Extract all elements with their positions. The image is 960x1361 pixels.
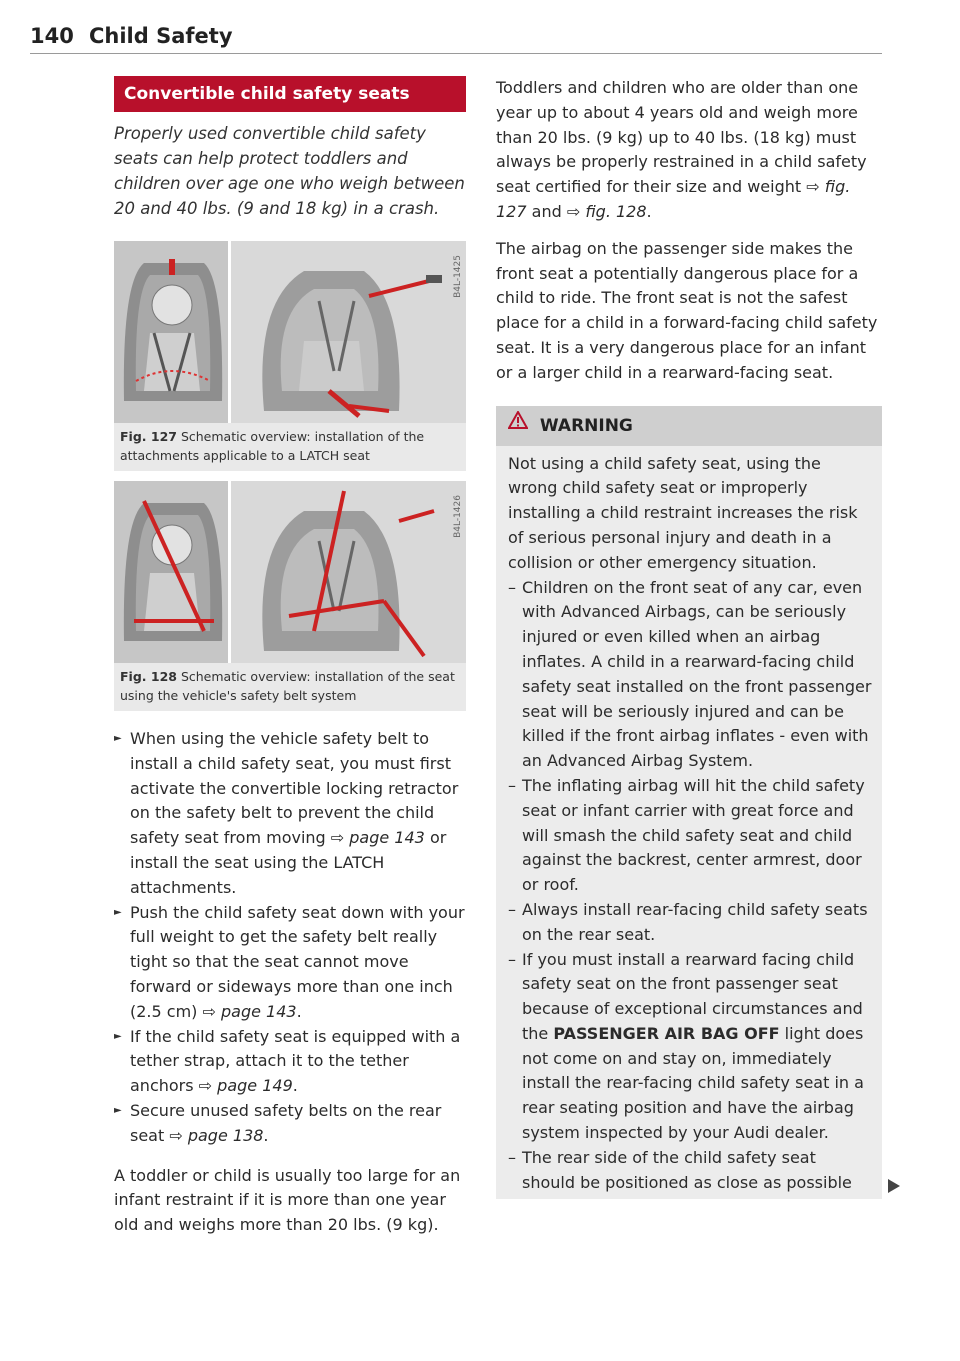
page-reference-link[interactable]: ⇨ page 138	[169, 1125, 264, 1145]
intro-text: Properly used convertible child safety seats can help protect toddlers and children over age one who weigh between 20 and 40 lbs. (9 and 18 kg) in a crash.	[114, 124, 465, 218]
list-item: ► Push the child safety seat down with your full weight to get the safety belt really tight so that the seat cannot move forward or sideways more than one inch (2.5 cm) ⇨ page 143.	[114, 901, 466, 1025]
figure-code: B4L-1425	[453, 255, 463, 298]
page-header	[30, 24, 882, 54]
warning-body	[496, 446, 882, 1200]
list-item: – If you must install a rearward facing child safety seat on the front passenger seat because of exceptional circumstances and the PASSENGER AIR BAG OFF light does not come on and stay on, immediately install the rear-facing child safety seat in a rear seating position and have the airbag system inspected by your Audi dealer.	[508, 948, 872, 1146]
list-item: ► When using the vehicle safety belt to install a child safety seat, you must first activate the convertible locking retractor on the safety belt to prevent the child safety seat from moving ⇨ page 143 or install the seat using the LATCH attachments.	[114, 727, 466, 901]
warning-triangle-icon	[508, 404, 528, 444]
warning-intro: Not using a child safety seat, using the wrong child safety seat or improperly installing a child restraint increases the risk of serious personal injury and death in a collision or other emergency situation.	[508, 453, 858, 572]
caption-text: Schematic overview: installation of the seat using the vehicle's safety belt system	[120, 669, 455, 703]
figure-reference-link[interactable]: ⇨ fig. 128	[566, 201, 647, 221]
section-heading: Convertible child safety seats	[114, 76, 466, 112]
figure-code: B4L-1426	[453, 495, 463, 538]
paragraph: Toddlers and children who are older than one year up to about 4 years old and weigh more than 20 lbs. (9 kg) up to 40 lbs. (18 kg) must always be properly restrained in a child safety seat certified for their size and weight ⇨ fig. 127 and ⇨ fig. 128.	[496, 78, 867, 221]
figure-128-caption	[114, 663, 466, 711]
continue-arrow-icon	[888, 1179, 900, 1193]
warning-title: WARNING	[539, 415, 633, 436]
figure-128-image	[114, 481, 466, 663]
list-item: – The rear side of the child safety seat should be positioned as close as possible	[508, 1146, 872, 1196]
right-column	[496, 76, 882, 1199]
figure-127-image	[114, 241, 466, 423]
page-number: 140	[30, 24, 74, 48]
page-reference-link[interactable]: ⇨ page 143	[330, 828, 425, 848]
figure-reference-link[interactable]: ⇨ fig. 127	[496, 177, 851, 221]
figure-label: Fig. 128	[120, 669, 177, 684]
page-reference-link[interactable]: ⇨ page 149	[198, 1076, 293, 1096]
warning-box	[496, 406, 882, 1200]
figure-label: Fig. 127	[120, 429, 177, 444]
list-item: – Always install rear-facing child safety seats on the rear seat.	[508, 898, 872, 948]
list-item: ► If the child safety seat is equipped with a tether strap, attach it to the tether anchors ⇨ page 149.	[114, 1025, 466, 1099]
figure-127-caption	[114, 423, 466, 471]
belt-seat-illustration	[114, 481, 466, 663]
left-column	[114, 76, 466, 1238]
caption-text: Schematic overview: installation of the attachments applicable to a LATCH seat	[120, 429, 425, 463]
indicator-label: PASSENGER AIR BAG OFF	[553, 1023, 780, 1043]
warning-header	[496, 406, 882, 446]
section-title: Child Safety	[89, 24, 233, 48]
list-item: – Children on the front seat of any car, even with Advanced Airbags, can be seriously injured or even killed when an airbag inflates. A child in a rearward-facing child safety seat installed on the front passenger seat will be seriously injured and can be killed if the front airbag inflates - even with an Advanced Airbag System.	[508, 576, 872, 774]
latch-seat-illustration	[114, 241, 466, 423]
list-item: ► Secure unused safety belts on the rear seat ⇨ page 138.	[114, 1099, 466, 1149]
paragraph: The airbag on the passenger side makes the front seat a potentially dangerous place for a child to ride. The front seat is not the safest place for a child in a forward-facing child safety seat. It is a very dangerous place for an infant or a larger child in a rearward-facing seat.	[496, 238, 878, 382]
page-reference-link[interactable]: ⇨ page 143	[202, 1001, 297, 1021]
closing-paragraph: A toddler or child is usually too large for an infant restraint if it is more than one year old and weighs more than 20 lbs. (9 kg).	[114, 1165, 461, 1235]
list-item: – The inflating airbag will hit the child safety seat or infant carrier with great force and will smash the child safety seat and child against the backrest, center armrest, door or roof.	[508, 774, 872, 898]
instruction-list	[114, 727, 466, 1149]
